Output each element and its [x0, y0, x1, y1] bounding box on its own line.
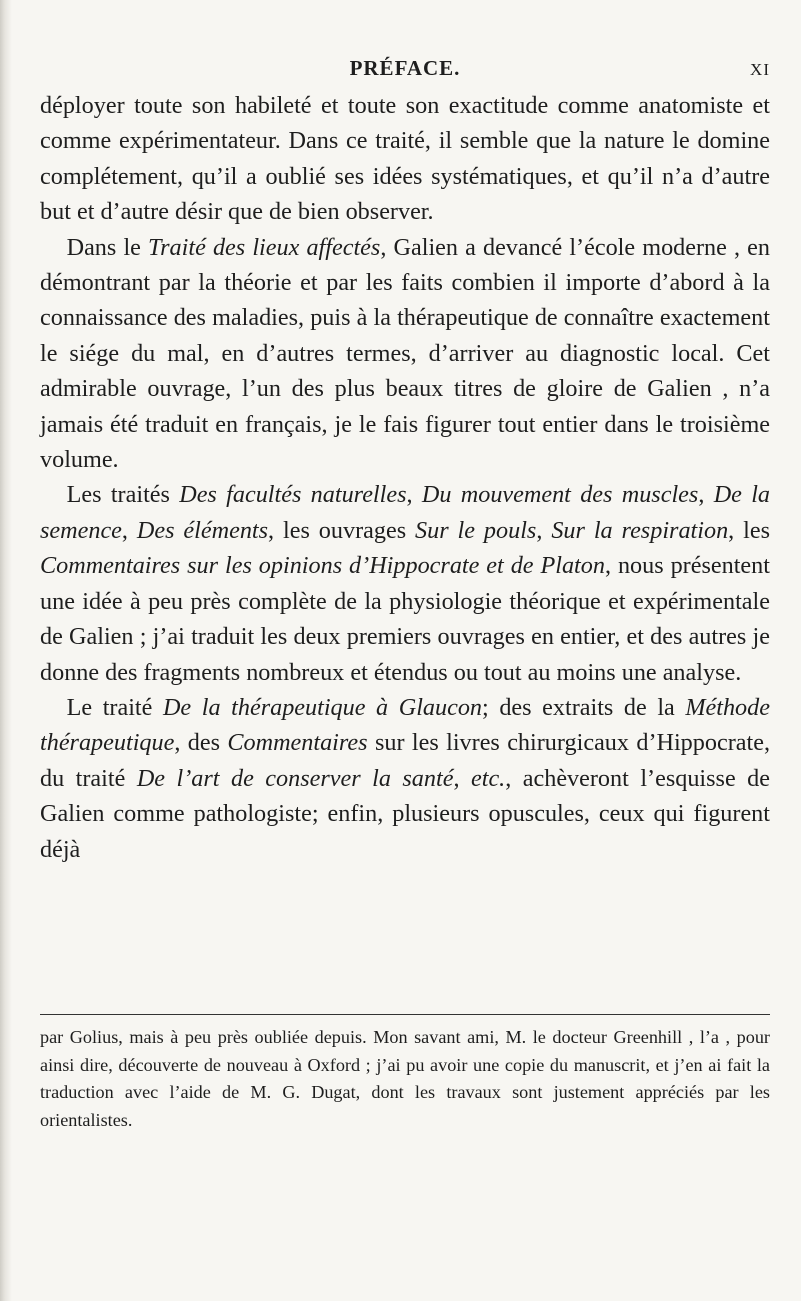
title-respiration: Sur la respiration	[551, 516, 729, 544]
title-commentaires: Commentaires	[227, 729, 368, 757]
title-semence: De la semence	[40, 481, 771, 544]
title-commentaires-opinions: Commentaires sur les opinions d’Hippocrate et de Platon	[40, 552, 605, 580]
title-facultes-naturelles: Des facultés naturelles	[179, 481, 407, 509]
title-pouls: Sur le pouls	[415, 516, 537, 544]
title-traite-lieux-affectes: Traité des lieux affectés	[148, 233, 381, 261]
paragraph-3: Les traités Des facultés naturelles, Du mouvement des muscles, De la semence, Des éléments, les ouvrages Sur le pouls, Sur la respiration, les Commentaires sur les opinions d’Hippocrate et de Platon, nous présentent une idée à peu près complète de la physiologie théorique et expérimentale de Galien ; j’ai traduit les deux premiers ouvrages en entier, et des autres je donne des fragments nombreux et étendus ou tout au moins une analyse.	[40, 481, 771, 686]
running-head: PRÉFACE.	[349, 56, 461, 80]
title-elements: Des éléments	[136, 516, 269, 544]
footnote	[40, 1024, 770, 1135]
paragraph-2: Dans le Traité des lieux affectés, Galien a devancé l’école moderne , en démontrant par la théorie et par les faits combien il importe d’abord à la connaissance des maladies, puis à la thérapeutique de connaître exactement le siége du mal, en d’autres termes, d’arriver au diagnostic local. Cet admirable ouvrage, l’un des plus beaux titres de gloire de Galien , n’a jamais été traduit en français, je le fais figurer tout entier dans le troisième volume.	[40, 233, 770, 474]
title-art-conserver-sante: De l’art de conserver la santé	[136, 764, 454, 792]
page-number: XI	[750, 60, 770, 79]
title-mouvement-muscles: Du mouvement des muscles	[421, 481, 699, 509]
title-methode-therapeutique: Méthode thérapeutique	[40, 693, 770, 757]
etc-abbreviation: etc.	[470, 764, 506, 792]
binding-shadow	[0, 0, 12, 1301]
footnote-text: par Golius, mais à peu près oubliée depuis. Mon savant ami, M. le docteur Greenhill , l’a , pour ainsi dire, découverte de nouveau à Oxford ; j’ai pu avoir une copie du manuscrit, et j’en ai fait la traduction avec l’aide de M. G. Dugat, dont les travaux sont justement appréciés par les orientalistes.	[40, 1027, 770, 1131]
paragraph-4: Le traité De la thérapeutique à Glaucon; des extraits de la Méthode thérapeutique, des Commentaires sur les livres chirurgicaux d’Hippocrate, du traité De l’art de conserver la santé, etc., achèveront l’esquisse de Galien comme pathologiste; enfin, plusieurs opuscules, ceux qui figurent déjà	[40, 693, 771, 863]
footnote-divider	[40, 1014, 770, 1015]
paragraph-1: déployer toute son habileté et toute son exactitude comme anatomiste et comme expérimentateur. Dans ce traité, il semble que la nature le domine complétement, qu’il a oublié ses idées systématiques, et qu’il n’a d’autre but et d’autre désir que de bien observer.	[40, 92, 770, 226]
title-therapeutique-glaucon: De la thérapeutique à Glaucon	[162, 693, 483, 721]
main-text	[40, 88, 770, 867]
page-header	[40, 56, 770, 86]
